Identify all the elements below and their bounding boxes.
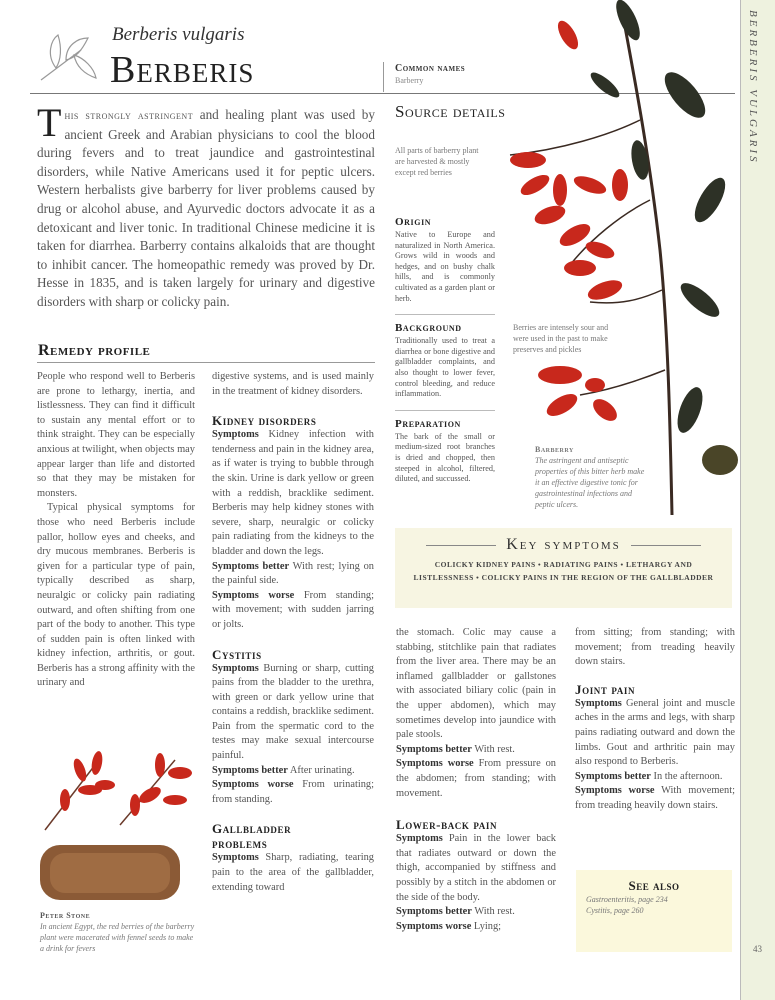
- origin-heading: Origin: [395, 216, 432, 228]
- latin-name: Berberis vulgaris: [112, 24, 245, 45]
- remedy-column-4: [575, 626, 735, 814]
- paragraph: Symptoms worse From urinating; from standing.: [212, 779, 374, 805]
- divider: [383, 62, 384, 92]
- origin-text: Native to Europe and naturalized in North America. Grows wild in woods and hedges, and on bushy chalk hills, and is commonly cultivated as a garden plant or herb.: [395, 230, 495, 303]
- gallbladder-heading: Gallbladder problems: [212, 821, 292, 852]
- page-title: Berberis: [110, 49, 255, 91]
- divider: [395, 314, 495, 315]
- paragraph: Symptoms better With rest; lying on the painful side.: [212, 560, 374, 587]
- see-also-box: [576, 870, 732, 952]
- paragraph: Symptoms better With rest.: [396, 743, 515, 755]
- cystitis-heading: Cystitis: [212, 646, 262, 662]
- barberry-plant-image: [500, 0, 755, 520]
- lower-back-heading: Lower-back pain: [396, 817, 498, 833]
- divider: [395, 410, 495, 411]
- paragraph: Symptoms General joint and muscle aches in the arms and legs, with sharp pains radiating outward and down the limbs. Gout and arthritic pain may also respond to Berberis.: [575, 697, 735, 768]
- see-also-item[interactable]: Cystitis, page 260: [586, 906, 644, 915]
- paragraph: Symptoms Sharp, radiating, tearing pain to the area of the gallbladder, extending toward: [212, 852, 374, 893]
- see-also-heading: See also: [628, 878, 680, 893]
- preparation-text: The bark of the small or medium-sized root branches is dried and chopped, then steeped in alcohol, filtered, diluted, and succussed.: [395, 431, 495, 484]
- remedy-column-1: [37, 370, 195, 691]
- paragraph: Symptoms better With rest.: [396, 906, 515, 918]
- intro-lead: his strongly astringent: [64, 110, 194, 122]
- remedy-profile-heading: Remedy profile: [38, 342, 151, 359]
- background-text: Traditionally used to treat a diarrhea or bone digestive and gallbladder complaints, and also thought to lower fever, control bleeding, and reduce inflammation.: [395, 336, 495, 399]
- joint-pain-heading: Joint pain: [575, 681, 636, 697]
- remedy-rule: [37, 362, 375, 363]
- image-caption: [40, 910, 195, 954]
- paragraph: Symptoms worse Lying;: [396, 920, 502, 932]
- common-names-label: Common names: [395, 63, 466, 74]
- source-note: All parts of barberry plant are harvested & mostly except red berries: [395, 146, 479, 177]
- remedy-column-2: [212, 370, 374, 895]
- key-symptoms-heading: Key symptoms: [506, 536, 621, 553]
- paragraph: digestive systems, and is used mainly in the treatment of kidney disorders.: [212, 371, 374, 397]
- paragraph: Symptoms better In the afternoon.: [575, 770, 723, 782]
- barberry-caption-text: The astringent and antiseptic properties of this bitter herb make it an effective digestive tonic for gastrointestinal infections and peptic ulcers.: [535, 456, 645, 509]
- key-symptoms-text: COLICKY KIDNEY PAINS • RADIATING PAINS • LETHARGY AND LISTLESSNESS • COLICKY PAINS IN THE REGION OF THE GALLBLADDER: [413, 560, 714, 582]
- remedy-column-3: [396, 626, 556, 934]
- common-names-value: Barberry: [395, 76, 424, 85]
- barberry-specimen-image: [35, 745, 205, 905]
- see-also-item[interactable]: Gastroenteritis, page 234: [586, 895, 668, 904]
- berry-note: Berries are intensely sour and were used in the past to make preserves and pickles: [513, 323, 609, 354]
- paragraph: Symptoms worse With movement; from treading heavily down stairs.: [575, 785, 735, 811]
- source-details-heading: Source details: [395, 102, 506, 121]
- paragraph: Symptoms Kidney infection with tenderness and pain in the kidney area, as if water is trying to bubble through the skin. Urine is dark yellow or green with a reddish, bracklike sediment. Berberis may help kidney stones with severe, sharp, neuralgic or colicky pain radiating from the kidneys to the bladder and down the legs.: [212, 429, 374, 557]
- source-details: [395, 215, 495, 485]
- paragraph: Symptoms worse From pressure on the abdomen; from standing; with movement.: [396, 758, 557, 799]
- paragraph: Symptoms Pain in the lower back that radiates outward or down the thigh, accompanied by stiffness and possibly by a stitch in the abdomen or the side of the body.: [396, 833, 556, 903]
- paragraph: Typical physical symptoms for those who need Berberis include pallor, hollow eyes and cheeks, and dry mucous membranes. Berberis is given for a particular type of pain, typically described as sharp, neuralgic or colicky pain radiating outward, and often shifting from one part of the body to another. This type of sudden pain is often linked with kidney infection, arthritis, or gout. Berberis has a strong affinity with the urinary and: [37, 502, 195, 689]
- paragraph: People who respond well to Berberis are prone to lethargy, inertia, and listlessness. They can find it difficult to sustain any mental effort or to think straight. They can be especially anxious at twilight, when objects may appear larger than life and distorted so that they may be mistaken for monsters.: [37, 371, 195, 499]
- paragraph: the stomach. Colic may cause a stabbing, stitchlike pain that radiates from the liver area. There may be an inflamed gallbladder or gallstones with associated biliary colic (pain in the upper abdomen), which may sometimes develop into jaundice with pale stools.: [396, 627, 556, 741]
- leaf-sprig-icon: [36, 30, 106, 85]
- kidney-heading: Kidney disorders: [212, 413, 317, 429]
- caption-text: In ancient Egypt, the red berries of the barberry plant were macerated with fennel seeds to make a drink for fevers: [40, 922, 195, 953]
- page-number: 43: [753, 944, 762, 954]
- paragraph: Symptoms better After urinating.: [212, 764, 355, 776]
- paragraph: from sitting; from standing; with movement; from treading heavily down stairs.: [575, 627, 735, 668]
- key-symptoms-box: [395, 528, 732, 608]
- preparation-heading: Preparation: [395, 417, 461, 430]
- drop-cap: T: [37, 100, 62, 145]
- margin-tab-title: BERBERIS VULGARIS: [747, 10, 759, 165]
- background-heading: Background: [395, 322, 462, 335]
- caption-label: Peter Stone: [40, 911, 91, 920]
- intro-paragraph: [37, 100, 375, 312]
- intro-text: and healing plant was used by ancient Greek and Arabian physicians to cool the blood during fevers and to treat jaundice and gastrointestinal disorders, while Native Americans used it for peptic ulcers. Western herbalists give barberry for liver problems caused by drug or alcohol abuse, and Ayurvedic doctors advocate it as a detoxicant and liver tonic. In traditional Chinese medicine it is taken for diarrhea. Barberry contains alkaloids that are thought to inhibit cancer. The homeopathic remedy was proved by Dr. Hesse in 1835, and is taken largely for urinary and digestive disorders with sharp or colicky pain.: [37, 107, 375, 309]
- barberry-label: Barberry: [535, 445, 574, 454]
- paragraph: Symptoms worse From standing; with movement; with sudden jarring or jolts.: [212, 589, 374, 630]
- paragraph: Symptoms Burning or sharp, cutting pains from the bladder to the urethra, with green or dark yellow urine that contains a reddish, bracklike sediment. Pain from the spermatic cord to the testes may make sexual intercourse painful.: [212, 662, 374, 762]
